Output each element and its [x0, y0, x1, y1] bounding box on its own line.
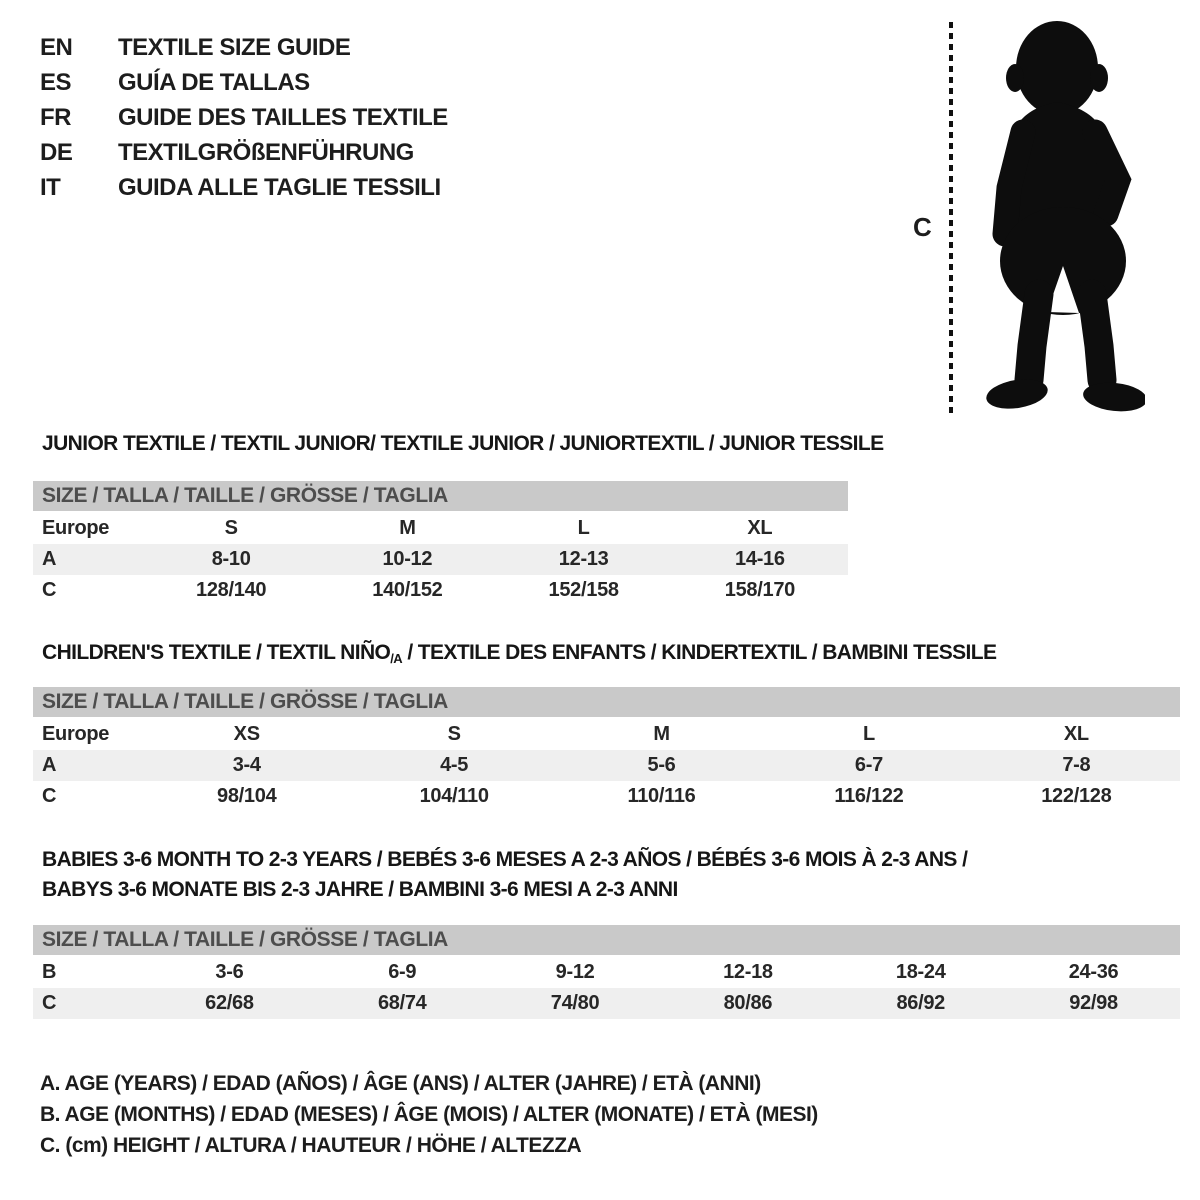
- language-title: TEXTILGRÖßENFÜHRUNG: [118, 139, 414, 166]
- children-table: [33, 687, 1180, 812]
- table-row: [33, 988, 1180, 1019]
- legend-line-c: C. (cm) HEIGHT / ALTURA / HAUTEUR / HÖHE / ALTEZZA: [40, 1134, 582, 1157]
- table-cell: 8-10: [211, 548, 251, 570]
- measurement-legend: [40, 1068, 818, 1161]
- heading-line-1: BABIES 3-6 MONTH TO 2-3 YEARS / BEBÉS 3-6 MESES A 2-3 AÑOS / BÉBÉS 3-6 MOIS À 2-3 ANS /: [42, 848, 968, 871]
- junior-section-heading: JUNIOR TEXTILE / TEXTIL JUNIOR/ TEXTILE JUNIOR / JUNIORTEXTIL / JUNIOR TESSILE: [42, 432, 884, 455]
- language-row-it: [40, 170, 448, 205]
- row-label: Europe: [42, 723, 110, 745]
- table-cell: 5-6: [647, 754, 676, 776]
- table-cell: XS: [233, 723, 260, 745]
- table-cell: 116/122: [834, 785, 904, 807]
- language-title: GUIDA ALLE TAGLIE TESSILI: [118, 174, 441, 201]
- table-cell: 110/116: [627, 785, 696, 807]
- toddler-silhouette-icon: [965, 16, 1145, 416]
- table-cell: 98/104: [217, 785, 277, 807]
- table-cell: S: [224, 517, 238, 539]
- language-code: FR: [40, 104, 71, 131]
- table-cell: 10-12: [382, 548, 433, 570]
- table-cell: 18-24: [895, 961, 946, 983]
- legend-line-a: A. AGE (YEARS) / EDAD (AÑOS) / ÂGE (ANS) / ALTER (JAHRE) / ETÀ (ANNI): [40, 1072, 761, 1095]
- language-title: GUÍA DE TALLAS: [118, 69, 310, 96]
- babies-table: [33, 925, 1180, 1019]
- table-cell: 140/152: [372, 579, 443, 601]
- language-list: [40, 30, 448, 205]
- table-cell: 152/158: [548, 579, 619, 601]
- table-cell: XL: [747, 517, 773, 539]
- table-cell: 7-8: [1062, 754, 1091, 776]
- language-code: IT: [40, 174, 61, 201]
- language-row-en: [40, 30, 448, 65]
- table-row: [33, 544, 848, 575]
- measure-c-label: C: [913, 212, 932, 242]
- row-label: C: [42, 992, 57, 1014]
- children-section-heading: [42, 641, 996, 666]
- table-cell: 6-7: [854, 754, 883, 776]
- size-header-band: SIZE / TALLA / TAILLE / GRÖSSE / TAGLIA: [33, 687, 1180, 717]
- language-row-es: [40, 65, 448, 100]
- table-cell: 80/86: [723, 992, 773, 1014]
- table-cell: 122/128: [1041, 785, 1112, 807]
- table-row: [33, 719, 1180, 750]
- table-cell: 3-4: [232, 754, 261, 776]
- table-cell: 12-18: [723, 961, 773, 983]
- row-label: B: [42, 961, 57, 983]
- table-cell: M: [653, 723, 670, 745]
- table-cell: 104/110: [419, 785, 489, 807]
- table-row: [33, 513, 848, 544]
- table-row: [33, 575, 848, 606]
- size-header-band: SIZE / TALLA / TAILLE / GRÖSSE / TAGLIA: [33, 925, 1180, 955]
- junior-table: [33, 481, 848, 606]
- table-row: [33, 781, 1180, 812]
- height-measure-figure: [905, 14, 1165, 420]
- table-row: [33, 957, 1180, 988]
- table-cell: 14-16: [735, 548, 785, 570]
- dashed-height-line: [949, 22, 953, 414]
- table-cell: 3-6: [215, 961, 244, 983]
- legend-line-b: B. AGE (MONTHS) / EDAD (MESES) / ÂGE (MOIS) / ALTER (MONATE) / ETÀ (MESI): [40, 1103, 818, 1126]
- heading-line-2: BABYS 3-6 MONATE BIS 2-3 JAHRE / BAMBINI 3-6 MESI A 2-3 ANNI: [42, 878, 678, 901]
- table-cell: 86/92: [896, 992, 945, 1014]
- table-cell: L: [862, 723, 875, 745]
- row-label: C: [42, 785, 57, 807]
- table-row: [33, 750, 1180, 781]
- table-cell: 12-13: [558, 548, 609, 570]
- row-label: A: [42, 548, 57, 570]
- language-title: TEXTILE SIZE GUIDE: [118, 34, 351, 61]
- table-cell: 68/74: [377, 992, 427, 1014]
- language-row-de: [40, 135, 448, 170]
- table-cell: 24-36: [1068, 961, 1119, 983]
- heading-subscript: /A: [390, 651, 403, 666]
- language-code: ES: [40, 69, 72, 96]
- heading-text: / TEXTILE DES ENFANTS / KINDERTEXTIL / BAMBINI TESSILE: [402, 641, 997, 664]
- row-label: Europe: [42, 517, 110, 539]
- language-code: EN: [40, 34, 73, 61]
- language-code: DE: [40, 139, 73, 166]
- table-cell: 6-9: [388, 961, 417, 983]
- heading-text: CHILDREN'S TEXTILE / TEXTIL NIÑO: [42, 641, 391, 664]
- babies-section-heading: [42, 845, 967, 905]
- table-cell: 9-12: [555, 961, 595, 983]
- table-cell: XL: [1063, 723, 1089, 745]
- table-cell: 158/170: [724, 579, 795, 601]
- table-cell: 74/80: [550, 992, 600, 1014]
- table-cell: 4-5: [440, 754, 469, 776]
- table-cell: L: [577, 517, 590, 539]
- table-cell: 62/68: [205, 992, 254, 1014]
- row-label: C: [42, 579, 57, 601]
- table-cell: 92/98: [1069, 992, 1118, 1014]
- table-cell: 128/140: [196, 579, 267, 601]
- size-header-band: SIZE / TALLA / TAILLE / GRÖSSE / TAGLIA: [33, 481, 848, 511]
- language-row-fr: [40, 100, 448, 135]
- row-label: A: [42, 754, 57, 776]
- table-cell: S: [447, 723, 461, 745]
- language-title: GUIDE DES TAILLES TEXTILE: [118, 104, 448, 131]
- table-cell: M: [399, 517, 416, 539]
